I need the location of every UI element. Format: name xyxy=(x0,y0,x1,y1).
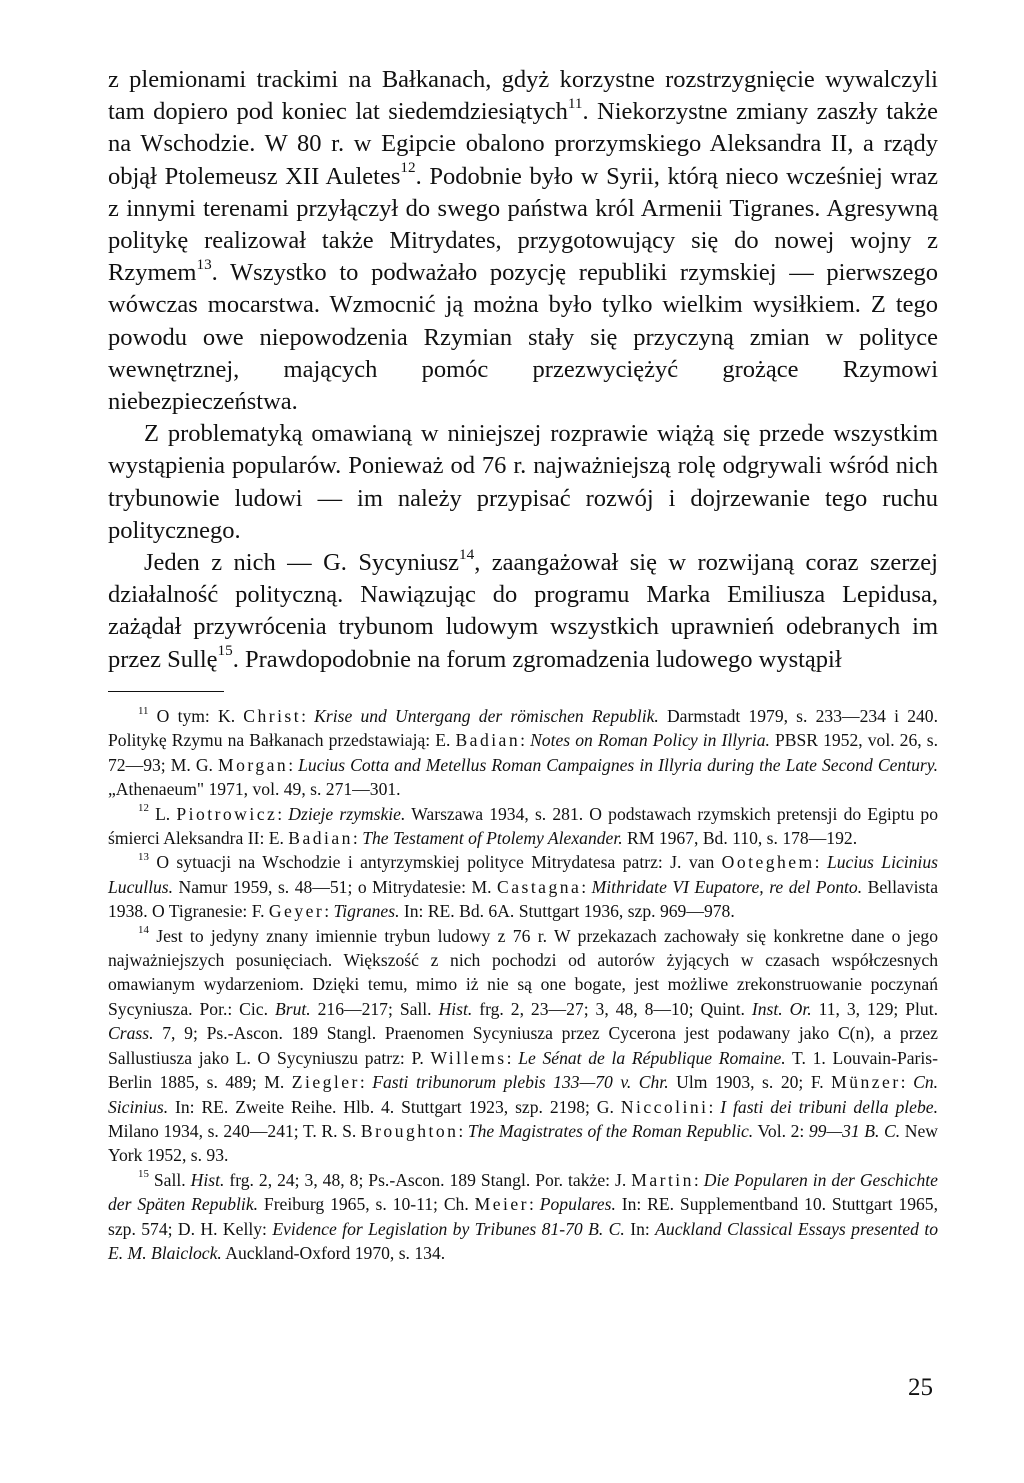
footnote-13: $^{13}$ O sytuacji na Wschodzie i antyrzymskiej polityce Mitrydatesa patrz: J. van Ooteghem: Lucius Licinius Lucullus. Namur 1959, s. 48—51; o Mitrydatesie: M. Castagna: Mithridate VI Eupatore, re del Ponto. Bellavista 1938. O Tigranesie: F. Geyer: Tigranes. In: RE. Bd. 6A. Stuttgart 1936, szp. 969—978. xyxy=(108,850,938,922)
footnote-11: $^{11}$ O tym: K. Christ: Krise und Untergang der römischen Republik. Darmstadt 1979, s. 233—234 i 240. Politykę Rzymu na Bałkanach przedstawiają: E. Badian: Notes on Roman Policy in Illyria. PBSR 1952, vol. 26, s. 72—93; M. G. Morgan: Lucius Cotta and Metellus Roman Campaignes in Illyria during the Late Second Century. „Athenaeum" 1971, vol. 49, s. 271—301. xyxy=(108,704,938,800)
main-text xyxy=(108,64,938,676)
footnote-ref-15: 15 xyxy=(217,642,233,660)
page-number: 25 xyxy=(908,1374,933,1401)
footnote-separator xyxy=(108,691,224,692)
footnote-ref-12: 12 xyxy=(400,159,416,177)
footnote-ref-11: 11 xyxy=(567,94,583,112)
footnote-ref-13: 13 xyxy=(196,255,212,273)
footnote-15: $^{15}$ Sall. Hist. frg. 2, 24; 3, 48, 8; Ps.-Ascon. 189 Stangl. Por. także: J. Martin: Die Popularen in der Geschichte der Späten Republik. Freiburg 1965, s. 10-11; Ch. Meier: Populares. In: RE. Supplementband 10. Stuttgart 1965, szp. 574; D. H. Kelly: Evidence for Legislation by Tribunes 81-70 B. C. In: Auckland Classical Essays presented to E. M. Blaiclock. Auckland-Oxford 1970, s. 134. xyxy=(108,1168,939,1263)
footnote-14: $^{14}$ Jest to jedyny znany imiennie trybun ludowy z 76 r. W przekazach zachowały się konkretne dane o jego najważniejszych posunięciach. Większość z nich pochodzi od autorów żyjących w czasach współczesnych omawianym wydarzeniom. Dzięki temu, mimo iż nie są one bogate, jest możliwe zrekonstruowanie poczynań Sycyniusza. Por.: Cic. Brut. 216—217; Sall. Hist. frg. 2, 23—27; 3, 48, 8—10; Quint. Inst. Or. 11, 3, 129; Plut. Crass. 7, 9; Ps.-Ascon. 189 Stangl. Praenomen Sycyniusza przez Cycerona jest podawany jako C(n), a przez Sallustiusza jako L. O Sycyniuszu patrz: P. Willems: Le Sénat de la République Romaine. T. 1. Louvain-Paris-Berlin 1885, s. 489; M. Ziegler: Fasti tribunorum plebis 133—70 v. Chr. Ulm 1903, s. 20; F. Münzer: Cn. Sicinius. In: RE. Zweite Reihe. Hlb. 4. Stuttgart 1923, szp. 2198; G. Niccolini: I fasti dei tribuni della plebe. Milano 1934, s. 240—241; T. R. S. Broughton: The Magistrates of the Roman Republic. Vol. 2: 99—31 B. C. New York 1952, s. 93. xyxy=(108,924,939,1166)
footnotes xyxy=(108,704,938,1265)
paragraph-3: Jeden z nich — G. Sycyniusz$^{14}$, zaangażował się w rozwijaną coraz szerzej działalność polityczną. Nawiązując do programu Marka Emiliusza Lepidusa, zażądał przywrócenia trybunom ludowym wszystkich uprawnień odebranych im przez Sullę$^{15}$. Prawdopodobnie na forum zgromadzenia ludowego wystąpił xyxy=(108,545,938,673)
footnote-12: $^{12}$ L. Piotrowicz: Dzieje rzymskie. Warszawa 1934, s. 281. O podstawach rzymskich pretensji do Egiptu po śmierci Aleksandra II: E. Badian: The Testament of Ptolemy Alexander. RM 1967, Bd. 110, s. 178—192. xyxy=(108,802,938,849)
footnote-ref-14: 14 xyxy=(459,545,475,563)
paragraph-1: z plemionami trackimi na Bałkanach, gdyż korzystne rozstrzygnięcie wywalczyli tam dopiero pod koniec lat siedemdziesiątych$^{11}$. Niekorzystne zmiany zaszły także na Wschodzie. W 80 r. w Egipcie obalono prorzymskiego Aleksandra II, a rządy objął Ptolemeusz XII Auletes$^{12}$. Podobnie było w Syrii, którą nieco wcześniej wraz z innymi terenami przyłączył do swego państwa król Armenii Tigranes. Agresywną politykę realizował także Mitrydates, przygotowujący się do nowej wojny z Rzymem$^{13}$. Wszystko to podważało pozycję republiki rzymskiej — pierwszego wówczas mocarstwa. Wzmocnić ją można było tylko wielkim wysiłkiem. Z tego powodu owe niepowodzenia Rzymian stały się przyczyną zmian w polityce wewnętrznej, mających pomóc przezwyciężyć grożące Rzymowi niebezpieczeństwa. xyxy=(108,66,938,416)
paragraph-2: Z problematyką omawianą w niniejszej rozprawie wiążą się przede wszystkim wystąpienia popularów. Ponieważ od 76 r. najważniejszą rolę odgrywali wśród nich trybunowie ludowi — im należy przypisać rozwój i dojrzewanie tego ruchu politycznego. xyxy=(108,420,938,544)
